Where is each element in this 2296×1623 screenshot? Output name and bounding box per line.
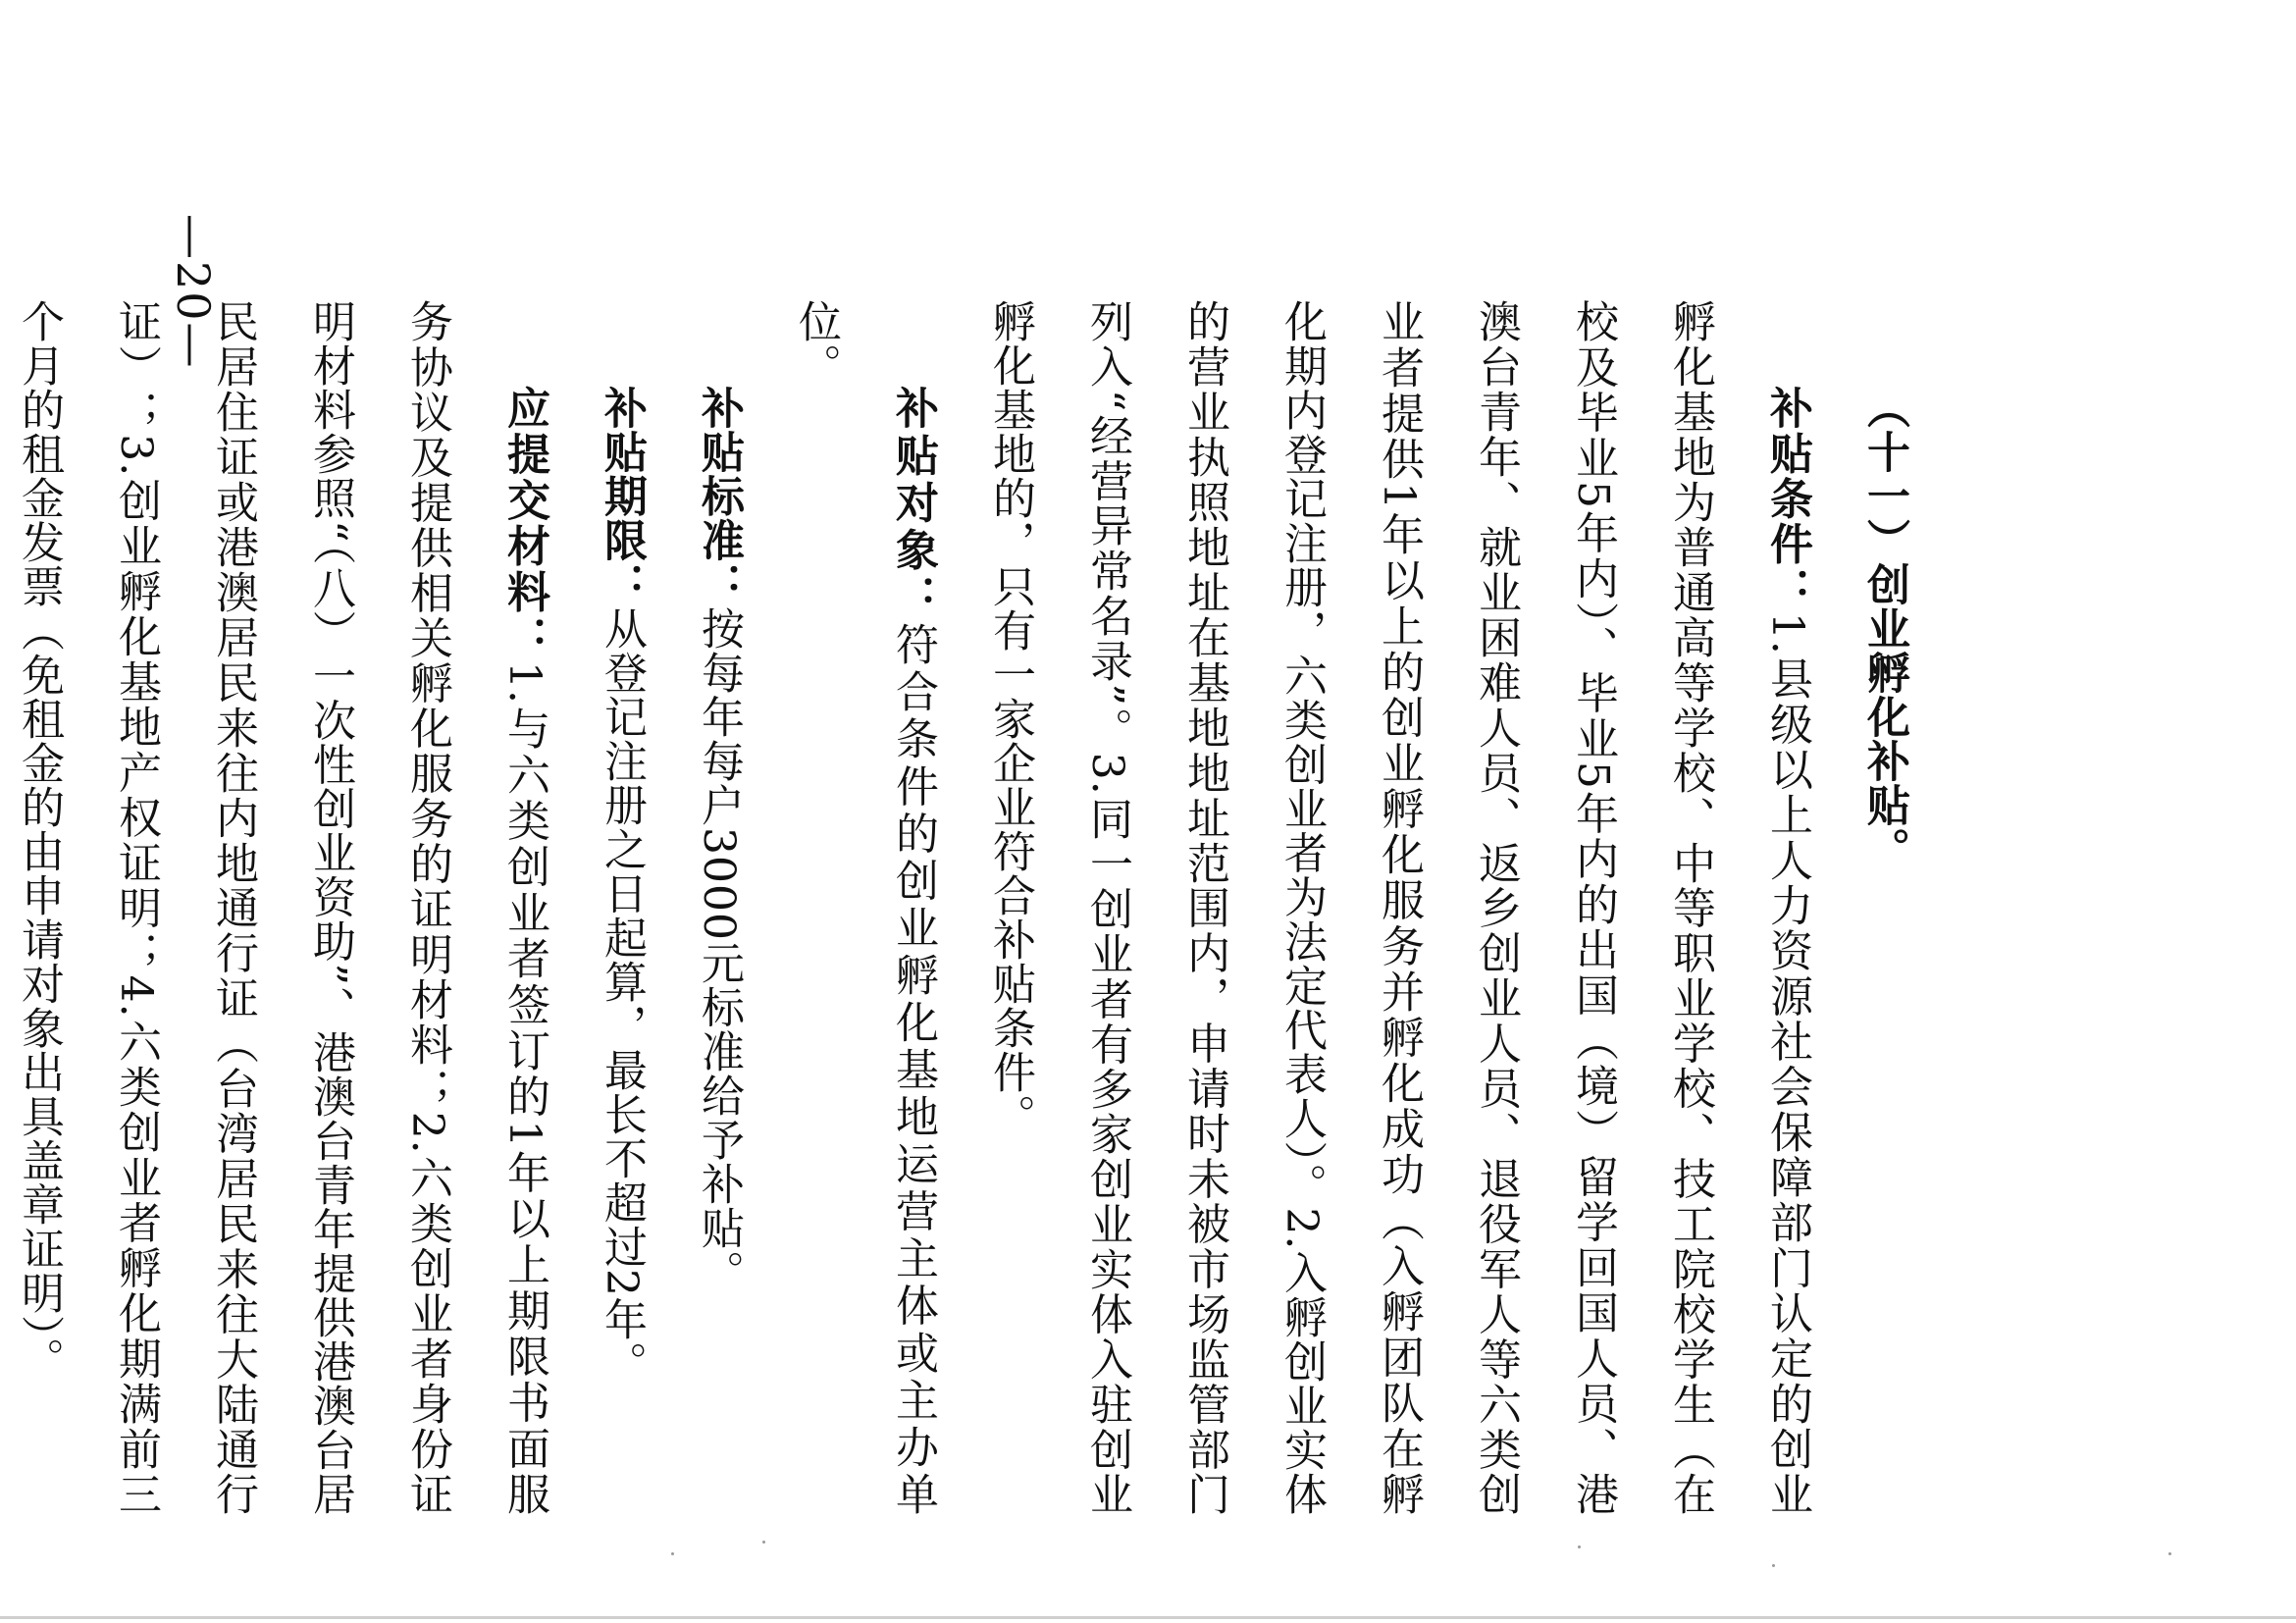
scan-speck [1772,1564,1775,1567]
paragraph-conditions [962,299,1836,1516]
paragraph-label: 补贴对象： [888,386,938,622]
document-body [0,299,1933,1516]
paragraph-standard [670,299,767,1516]
paragraph-label: 补贴期限： [597,386,647,606]
paragraph-text: 按每年每户3000元标准给予补贴。 [694,606,744,1294]
paragraph-label: 应提交材料： [499,386,549,662]
paragraph-text: 从登记注册之日起算，最长不超过2年。 [597,606,647,1386]
scan-speck [762,1541,765,1544]
paragraph-label: 补贴标准： [694,386,744,606]
scan-speck [2168,1552,2171,1555]
paragraph-period [573,299,670,1516]
paragraph-text: 1.县级以上人力资源社会保障部门认定的创业孵化基地为普通高等学校、中等职业学校、技工院校学生（在校及毕业5年内）、毕业5年内的出国（境）留学回国人员、港澳台青年、就业困难人员、返乡创业人员、退役军人等六类创业者提供1年以上的创业孵化服务并孵化成功（入孵团队在孵化期内登记注册，六类创业者为法定代表人）。2.入孵创业实体的营业执照地址在基地地址范围内，申请时未被市场监管部门列入“经营异常名录”。3.同一创业者有多家创业实体入驻创业孵化基地的，只有一家企业符合补贴条件。 [985,299,1812,1517]
paragraph-recipients [767,299,962,1516]
paragraph-text: 符合条件的创业孵化基地运营主体或主办单位。 [791,299,938,1517]
section-heading: （十一）创业孵化补贴。 [1859,386,1909,871]
paragraph-materials [0,299,573,1516]
page-number: —20— [167,214,220,370]
scan-edge-line [0,1616,2296,1619]
scan-speck [671,1552,674,1555]
paragraph-label: 补贴条件： [1762,386,1812,612]
scan-speck [1578,1545,1581,1548]
paragraph-text: 1.与六类创业者签订的1年以上期限书面服务协议及提供相关孵化服务的证明材料；2.六类创业者身份证明材料参照“（八）一次性创业资助”、港澳台青年提供港澳台居民居住证或港澳居民来往内地通行证（台湾居民来往大陆通行证）；3.创业孵化基地产权证明；4.六类创业者孵化期满前三个月的租金发票（免租金的由申请对象出具盖章证明）。 [14,299,549,1517]
